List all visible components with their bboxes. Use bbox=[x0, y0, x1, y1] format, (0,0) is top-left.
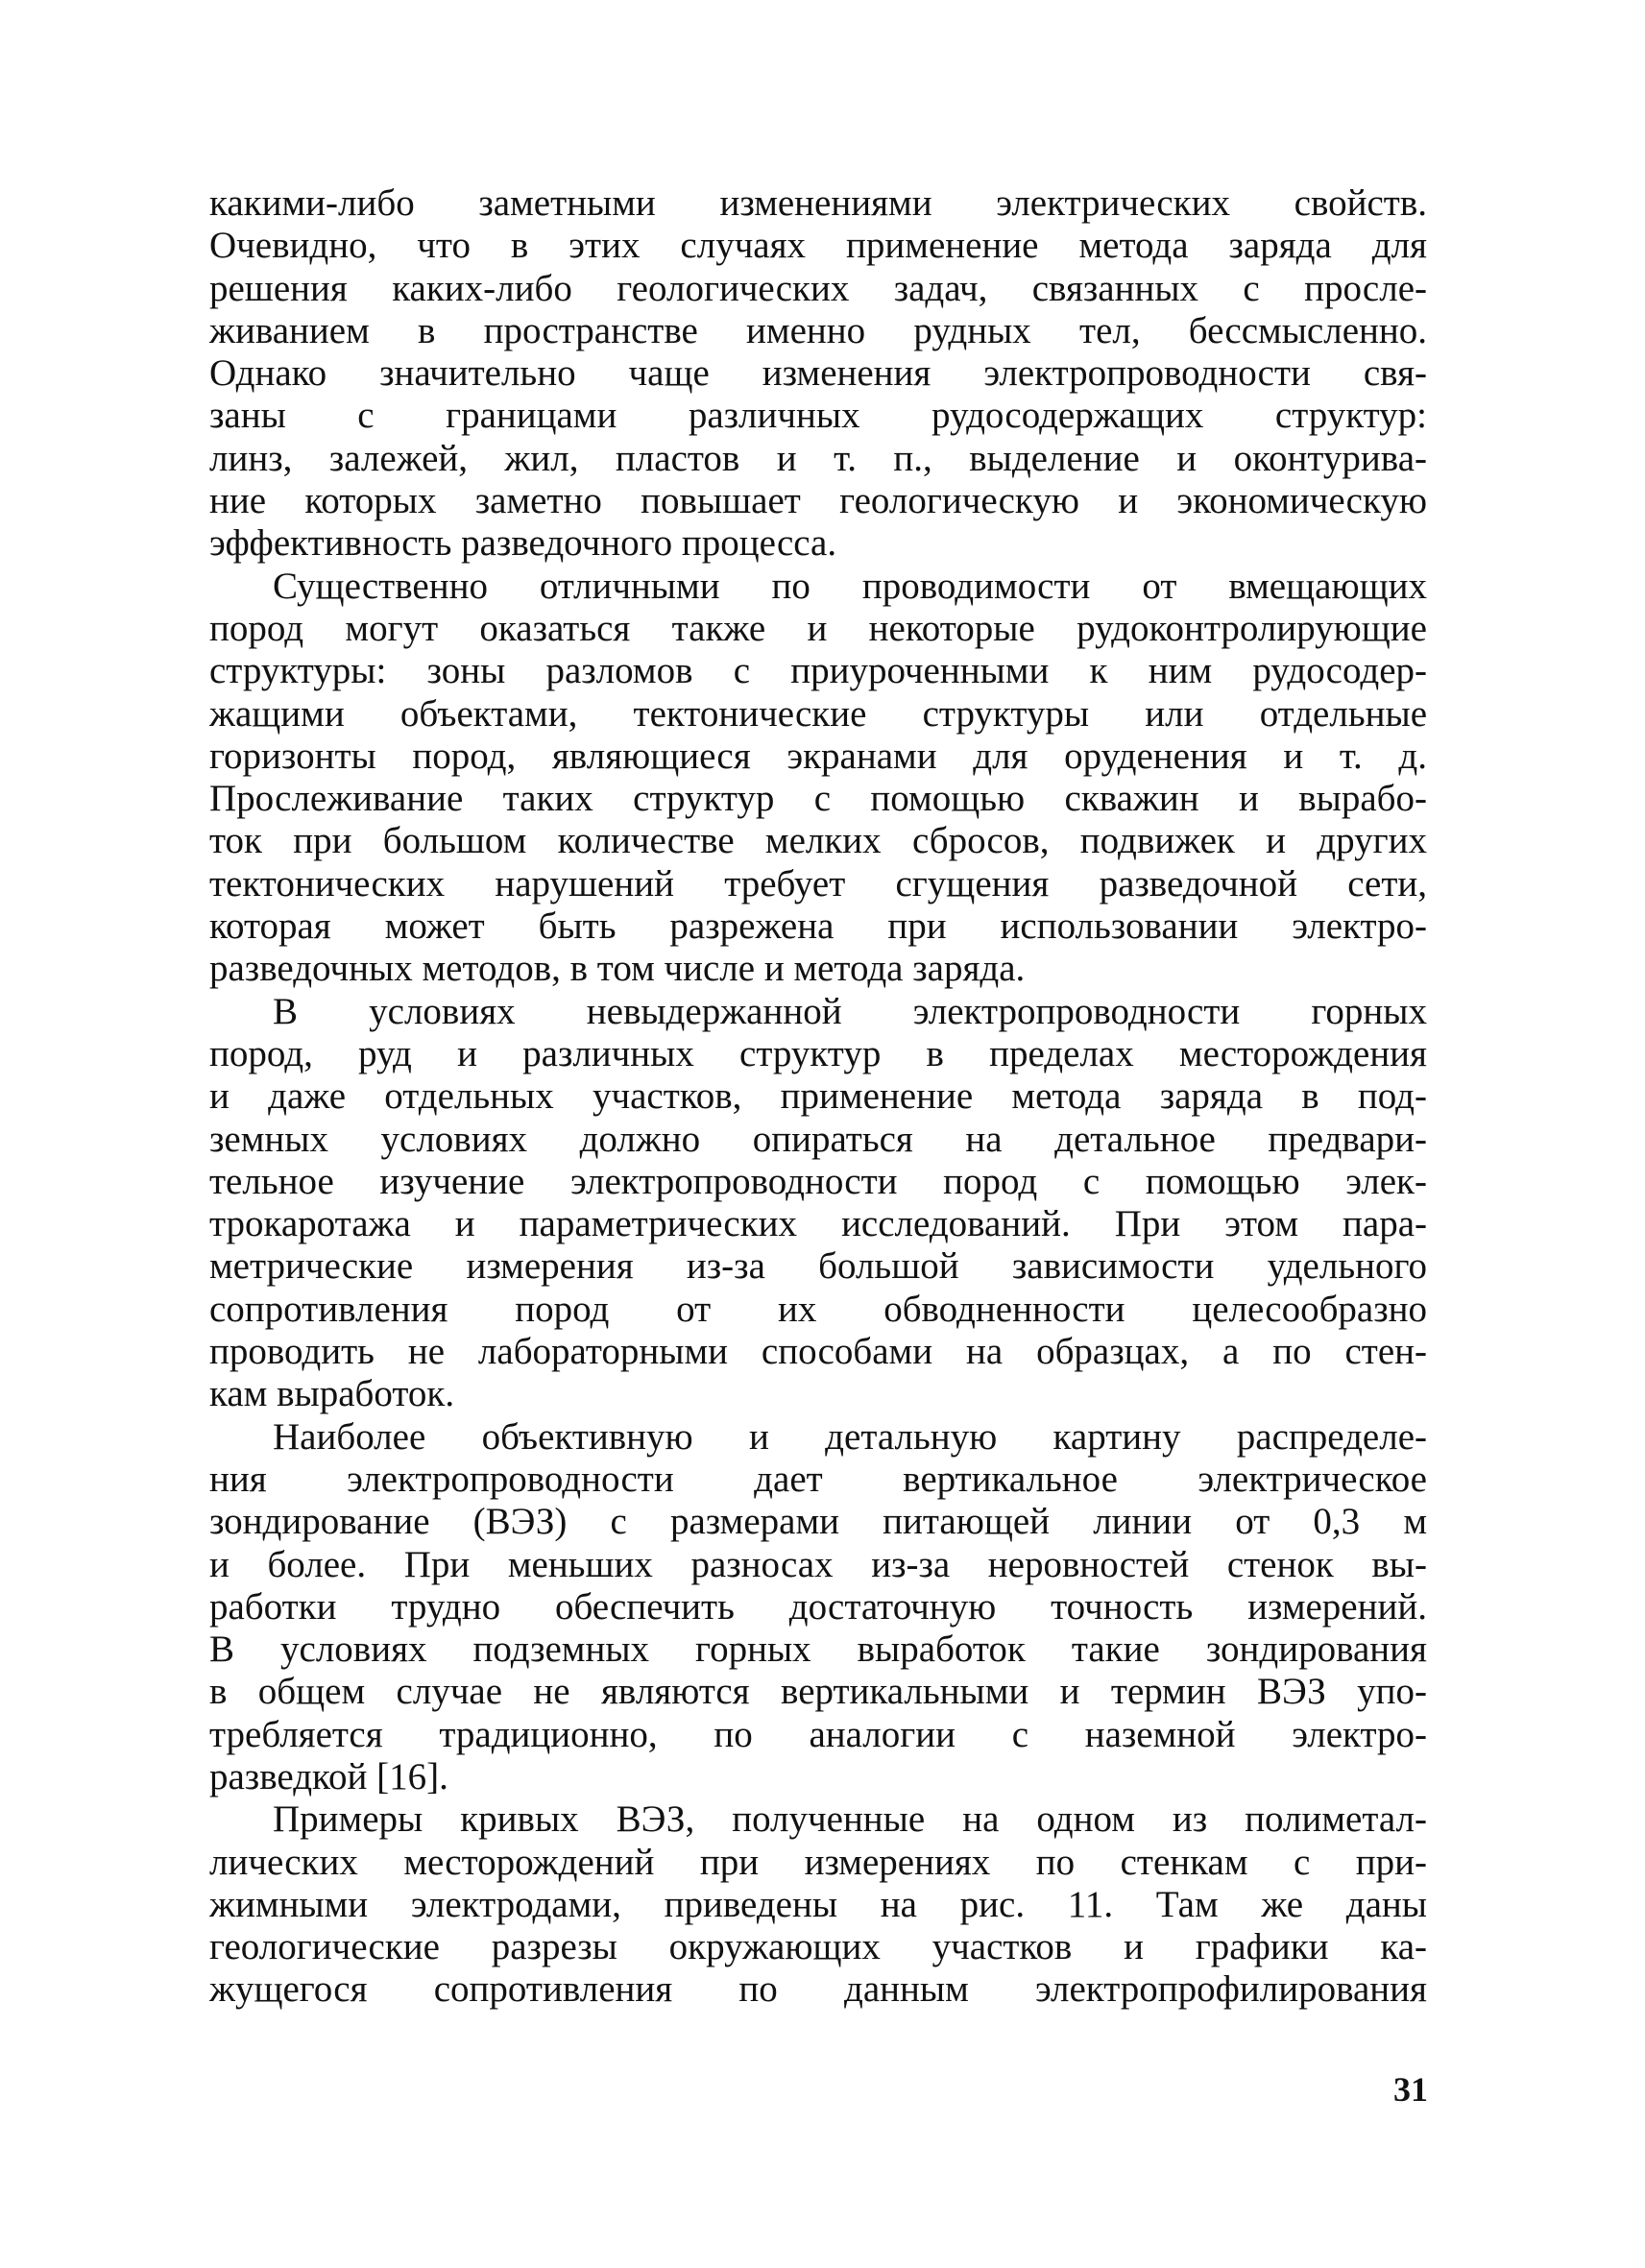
text-line: сопротивления пород от их обводненности целесообразно bbox=[209, 1288, 1427, 1330]
body-text bbox=[209, 182, 1427, 2012]
text-line: горизонты пород, являющиеся экранами для оруденения и т. д. bbox=[209, 735, 1427, 777]
text-line: проводить не лабораторными способами на образцах, а по стен- bbox=[209, 1331, 1427, 1373]
text-line: пород, руд и различных структур в пределах месторождения bbox=[209, 1032, 1427, 1074]
text-line: эффективность разведочного процесса. bbox=[209, 522, 837, 565]
text-line: структуры: зоны разломов с приуроченными к ним рудосодер- bbox=[209, 650, 1427, 692]
paragraph bbox=[209, 1798, 1427, 2011]
text-line: в общем случае не являются вертикальными и термин ВЭЗ упо- bbox=[209, 1671, 1427, 1713]
text-line: метрические измерения из-за большой зависимости удельного bbox=[209, 1245, 1427, 1288]
paragraph bbox=[209, 182, 1427, 566]
text-line: линз, залежей, жил, пластов и т. п., выделение и оконтурива- bbox=[209, 437, 1427, 479]
text-line: которая может быть разрежена при использовании электро- bbox=[209, 905, 1427, 948]
text-line: живанием в пространстве именно рудных тел, бессмысленно. bbox=[209, 309, 1427, 351]
text-line: пород могут оказаться также и некоторые рудоконтролирующие bbox=[209, 607, 1427, 649]
text-line: Однако значительно чаще изменения электропроводности свя- bbox=[209, 352, 1427, 395]
text-line: трокаротажа и параметрических исследований. При этом пара- bbox=[209, 1203, 1427, 1245]
text-line: Примеры кривых ВЭЗ, полученные на одном из полиметал- bbox=[273, 1798, 1427, 1841]
paragraph bbox=[209, 991, 1427, 1416]
text-line: разведкой [16]. bbox=[209, 1755, 448, 1798]
text-line: жащими объектами, тектонические структуры или отдельные bbox=[209, 692, 1427, 735]
text-line: зондирование (ВЭЗ) с размерами питающей линии от 0,3 м bbox=[209, 1501, 1427, 1543]
text-line: заны с границами различных рудосодержащих структур: bbox=[209, 395, 1427, 437]
text-line: Прослеживание таких структур с помощью скважин и вырабо- bbox=[209, 778, 1427, 820]
text-line: ния электропроводности дает вертикальное электрическое bbox=[209, 1458, 1427, 1500]
text-line: жущегося сопротивления по данным электропрофилирования bbox=[209, 1968, 1427, 2011]
text-line: Наиболее объективную и детальную картину распределе- bbox=[273, 1415, 1427, 1458]
paragraph bbox=[209, 1416, 1427, 1799]
text-line: работки трудно обеспечить достаточную точность измерений. bbox=[209, 1585, 1427, 1628]
text-line: В условиях невыдержанной электропроводности горных bbox=[273, 990, 1427, 1032]
text-line: Существенно отличными по проводимости от вмещающих bbox=[273, 565, 1427, 607]
text-line: ние которых заметно повышает геологическую и экономическую bbox=[209, 480, 1427, 522]
text-line: В условиях подземных горных выработок такие зондирования bbox=[209, 1629, 1427, 1671]
page-number: 31 bbox=[1393, 2070, 1428, 2109]
text-line: какими-либо заметными изменениями электрических свойств. bbox=[209, 182, 1427, 224]
text-line: ток при большом количестве мелких сбросов, подвижек и других bbox=[209, 820, 1427, 862]
text-line: геологические разрезы окружающих участков и графики ка- bbox=[209, 1926, 1427, 1968]
text-line: земных условиях должно опираться на детальное предвари- bbox=[209, 1118, 1427, 1160]
text-line: Очевидно, что в этих случаях применение метода заряда для bbox=[209, 225, 1427, 267]
text-line: требляется традиционно, по аналогии с наземной электро- bbox=[209, 1713, 1427, 1755]
text-line: лических месторождений при измерениях по стенкам с при- bbox=[209, 1841, 1427, 1883]
text-line: тельное изучение электропроводности пород с помощью элек- bbox=[209, 1160, 1427, 1202]
text-line: тектонических нарушений требует сгущения разведочной сети, bbox=[209, 862, 1427, 905]
text-line: и даже отдельных участков, применение метода заряда в под- bbox=[209, 1075, 1427, 1118]
text-line: решения каких-либо геологических задач, связанных с просле- bbox=[209, 267, 1427, 309]
text-line: и более. При меньших разносах из-за неровностей стенок вы- bbox=[209, 1543, 1427, 1585]
paragraph bbox=[209, 566, 1427, 991]
text-line: жимными электродами, приведены на рис. 11. Там же даны bbox=[209, 1883, 1427, 1925]
text-line: кам выработок. bbox=[209, 1373, 455, 1415]
text-line: разведочных методов, в том числе и метода заряда. bbox=[209, 948, 1026, 990]
